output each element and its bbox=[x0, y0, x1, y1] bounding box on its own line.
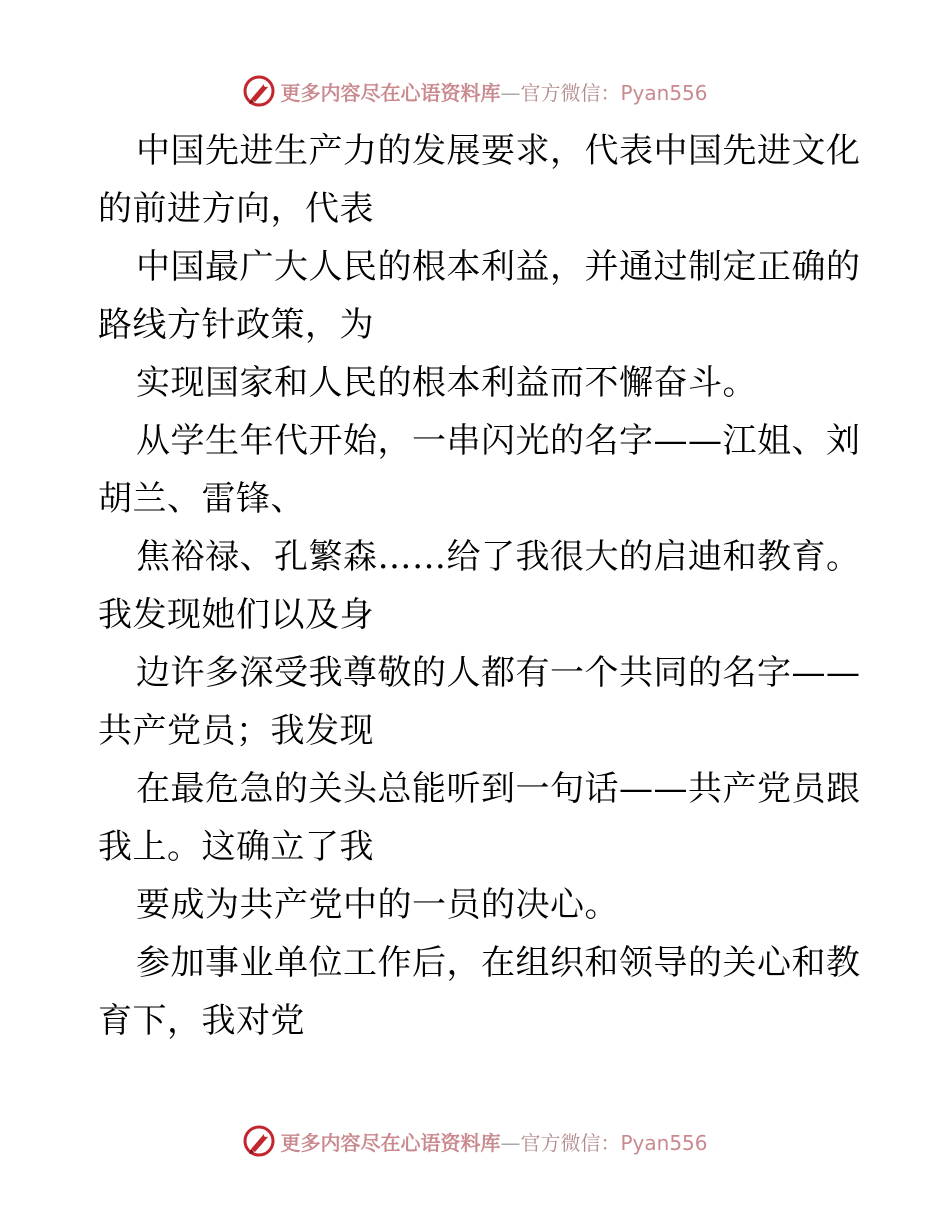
body-line: 从学生年代开始，一串闪光的名字——江姐、刘 bbox=[136, 421, 861, 461]
body-line: 要成为共产党中的一员的决心。 bbox=[136, 885, 619, 925]
footer-banner bbox=[0, 1121, 950, 1161]
body-line: 实现国家和人民的根本利益而不懈奋斗。 bbox=[136, 363, 757, 403]
body-line: 中国最广大人民的根本利益，并通过制定正确的 bbox=[136, 247, 861, 287]
document-body bbox=[98, 122, 861, 1050]
body-line: 路线方针政策，为 bbox=[98, 305, 374, 345]
footer-banner-dash: — bbox=[500, 1130, 521, 1155]
body-line: 中国先进生产力的发展要求，代表中国先进文化 bbox=[136, 131, 861, 171]
footer-banner-main: 更多内容尽在心语资料库 bbox=[280, 1130, 501, 1155]
body-line: 边许多深受我尊敬的人都有一个共同的名字—— bbox=[136, 653, 861, 693]
body-line: 共产党员；我发现 bbox=[98, 711, 374, 751]
body-line: 在最危急的关头总能听到一句话——共产党员跟 bbox=[136, 769, 861, 809]
body-line: 的前进方向，代表 bbox=[98, 189, 374, 229]
footer-banner-label: 官方微信： bbox=[520, 1130, 621, 1155]
header-banner-label: 官方微信： bbox=[520, 80, 621, 105]
footer-banner-id: Pyan556 bbox=[620, 1130, 708, 1155]
header-banner-dash: — bbox=[500, 80, 521, 105]
header-banner-text bbox=[280, 77, 707, 106]
body-line: 我上。这确立了我 bbox=[98, 827, 374, 867]
header-banner-main: 更多内容尽在心语资料库 bbox=[280, 80, 501, 105]
pen-circle-logo-icon bbox=[242, 74, 276, 108]
body-line: 参加事业单位工作后，在组织和领导的关心和教 bbox=[136, 943, 861, 983]
body-line: 胡兰、雷锋、 bbox=[98, 479, 305, 519]
header-banner bbox=[0, 71, 950, 111]
body-line: 我发现她们以及身 bbox=[98, 595, 374, 635]
footer-banner-text bbox=[280, 1127, 707, 1156]
pen-circle-logo-icon bbox=[242, 1124, 276, 1158]
body-line: 育下，我对党 bbox=[98, 1001, 305, 1041]
body-line: 焦裕禄、孔繁森……给了我很大的启迪和教育。 bbox=[136, 537, 861, 577]
header-banner-id: Pyan556 bbox=[620, 80, 708, 105]
